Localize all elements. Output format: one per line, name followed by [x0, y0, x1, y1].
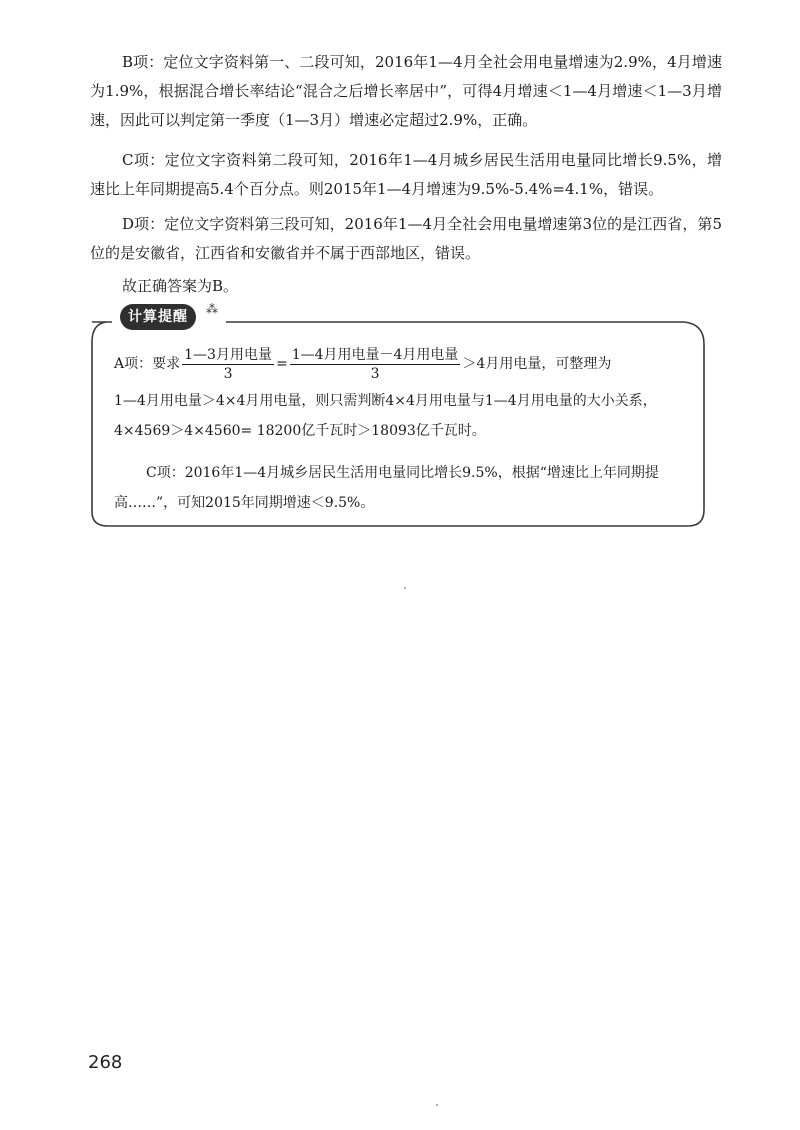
callout-item-c: C项：2016年1—4月城乡居民生活用电量同比增长9.5%，根据“增速比上年同期提高……”，可知2015年同期增速＜9.5%。 [114, 465, 659, 511]
callout-item-a [114, 342, 699, 446]
a-suffix: ＞4月用电量，可整理为 [462, 356, 612, 372]
scan-speck [404, 587, 406, 589]
a-prefix: A项：要求 [114, 356, 181, 372]
scan-speck [436, 1104, 438, 1106]
fraction-1-numerator: 1—3月用电量 [184, 346, 272, 363]
equals-sign: = [275, 356, 288, 372]
fraction-2-denominator: 3 [370, 365, 380, 382]
fraction-1-denominator: 3 [223, 365, 233, 382]
sparkle-icon: ⁂ [206, 302, 218, 316]
paragraph-option-d: D项：定位文字资料第三段可知，2016年1—4月全社会用电量增速第3位的是江西省，第5位的是安徽省，江西省和安徽省并不属于西部地区，错误。 [90, 215, 722, 262]
callout-title-badge: 计算提醒 [120, 304, 196, 330]
fraction-2-numerator: 1—4月用电量－4月用电量 [291, 346, 459, 363]
fraction-1 [182, 346, 274, 383]
a-rest-text: 1—4月用电量＞4×4月用电量，则只需判断4×4月用电量与1—4月用电量的大小关系，4×4569＞4×4560= 18200亿千瓦时＞18093亿千瓦时。 [114, 393, 657, 439]
page-number: 268 [88, 1052, 123, 1073]
calculation-reminder-box [88, 302, 708, 530]
paragraph-conclusion: 故正确答案为B。 [122, 277, 239, 295]
paragraph-option-c: C项：定位文字资料第二段可知，2016年1—4月城乡居民生活用电量同比增长9.5%，增速比上年同期提高5.4个百分点。则2015年1—4月增速为9.5%-5.4%=4.1%，错误。 [90, 151, 722, 198]
paragraph-option-b: B项：定位文字资料第一、二段可知，2016年1—4月全社会用电量增速为2.9%，4月增速为1.9%，根据混合增长率结论“混合之后增长率居中”，可得4月增速＜1—4月增速＜1—3月增速，因此可以判定第一季度（1—3月）增速必定超过2.9%，正确。 [90, 53, 722, 129]
fraction-2 [290, 346, 461, 383]
